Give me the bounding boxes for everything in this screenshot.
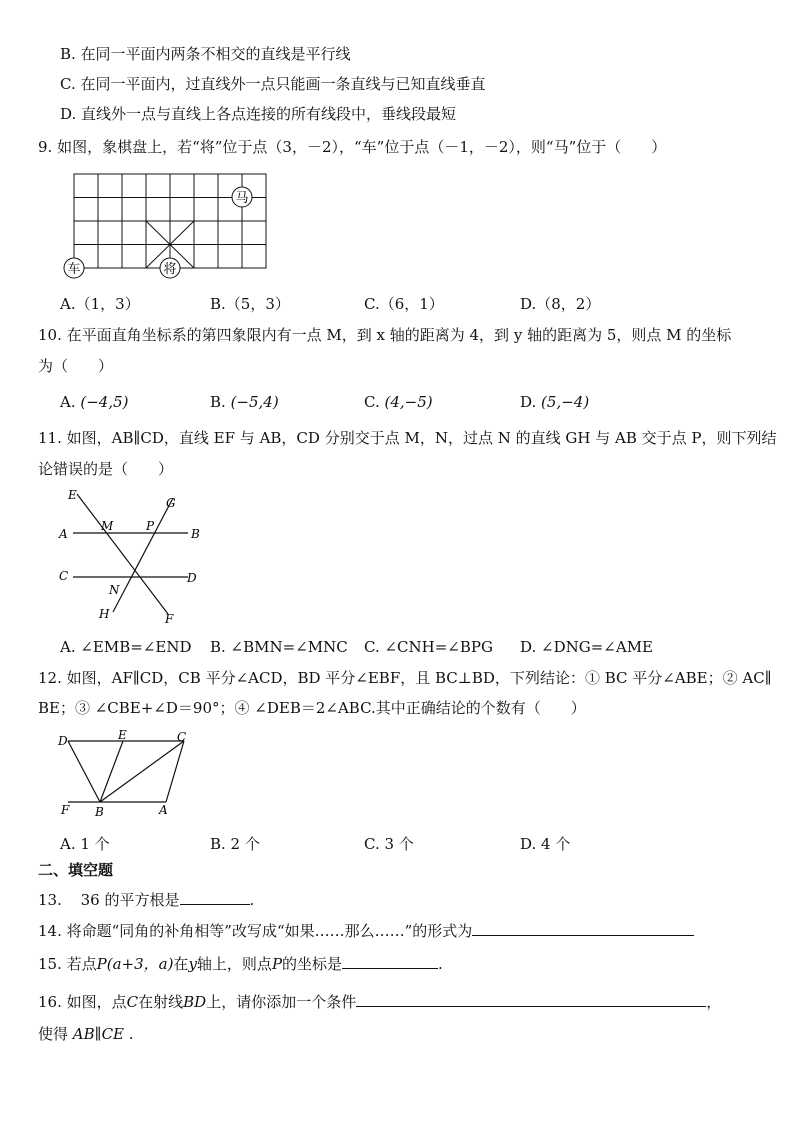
q10-option-b-letter: B. — [210, 393, 226, 411]
q16-comma: ， — [706, 993, 722, 1011]
q13-answer-blank[interactable] — [180, 888, 250, 905]
line-ef — [77, 494, 168, 614]
piece-jiang — [160, 258, 180, 278]
segment-eb — [100, 741, 123, 802]
q16-line2 — [38, 1024, 134, 1044]
q13-number: 13. — [38, 891, 62, 909]
q16-line2-pre: 使得 — [38, 1025, 69, 1043]
q10-option-a-value: (−4,5) — [80, 393, 129, 411]
q12-option-d: D. 4 个 — [520, 835, 571, 853]
label-f: F — [165, 612, 174, 626]
label-m: M — [101, 519, 114, 533]
q11-option-c: C. ∠CNH=∠BPG — [364, 638, 493, 656]
q15 — [38, 952, 443, 974]
q13-text: 36 的平方根是 — [80, 891, 180, 909]
line-gh — [113, 498, 173, 612]
piece-ma — [232, 187, 252, 207]
label-c: C — [177, 730, 187, 744]
label-e: E — [68, 488, 77, 502]
piece-ma-label: 马 — [235, 191, 249, 206]
q14-answer-blank[interactable] — [472, 919, 694, 936]
q15-end: . — [438, 955, 443, 973]
q12-stem-line2: BE；③ ∠CBE+∠D＝90°；④ ∠DEB＝2∠ABC.其中正确结论的个数有（ ） — [38, 699, 586, 717]
q14-text: 14. 将命题“同角的补角相等”改写成“如果……那么……”的形式为 — [38, 922, 473, 940]
q9-option-d: D.（8，2） — [520, 295, 601, 313]
label-n: N — [109, 583, 120, 597]
q10-option-c — [364, 392, 433, 412]
q10-option-c-value: (4,−5) — [384, 393, 433, 411]
q11-figure — [55, 486, 215, 626]
label-h: H — [99, 607, 110, 621]
q9-option-a: A.（1，3） — [60, 295, 140, 313]
q10-option-d-value: (5,−4) — [541, 393, 590, 411]
q10-option-b — [210, 392, 279, 412]
q16-point-c: C — [126, 993, 139, 1011]
q15-point: P — [96, 955, 107, 973]
segment-db — [68, 741, 100, 802]
label-b: B — [191, 527, 200, 541]
q15-post: 轴上，则点 — [196, 955, 272, 973]
q16-line1 — [38, 990, 721, 1012]
q11-option-d: D. ∠DNG=∠AME — [520, 638, 654, 656]
q8-option-d: D. 直线外一点与直线上各点连接的所有线段中，垂线段最短 — [60, 105, 457, 123]
q10-option-a — [60, 392, 129, 412]
piece-jiang-label: 将 — [163, 262, 177, 277]
q10-option-d — [520, 392, 589, 412]
q10-stem-line1: 10. 在平面直角坐标系的第四象限内有一点 M，到 x 轴的距离为 4，到 y 轴的距离为 5，则点 M 的坐标 — [38, 326, 732, 344]
q11-option-a: A. ∠EMB=∠END — [60, 638, 192, 656]
q11-option-b: B. ∠BMN=∠MNC — [210, 638, 348, 656]
q16-end: . — [128, 1025, 134, 1043]
q8-option-b: B. 在同一平面内两条不相交的直线是平行线 — [60, 45, 351, 63]
q9-option-b: B.（5，3） — [210, 295, 290, 313]
label-g: G — [166, 496, 176, 510]
q10-option-a-letter: A. — [60, 393, 76, 411]
label-c: C — [59, 569, 69, 583]
label-p: P — [146, 519, 155, 533]
q16-pre: 16. 如图，点 — [38, 993, 127, 1011]
q9-stem: 9. 如图，象棋盘上，若“将”位于点（3，－2），“车”位于点（－1，－2），则“马”位于（ ） — [38, 138, 667, 156]
label-e: E — [118, 728, 127, 742]
section-title: 二、填空题 — [38, 861, 114, 879]
q13-end: . — [249, 891, 255, 909]
q16-ray: BD — [183, 993, 207, 1011]
q14 — [38, 919, 694, 941]
q16-post: 上，请你添加一个条件 — [206, 993, 357, 1011]
label-d: D — [187, 571, 197, 585]
piece-che — [64, 258, 84, 278]
label-d: D — [58, 734, 68, 748]
q12-option-b: B. 2 个 — [210, 835, 260, 853]
q12-figure — [55, 728, 195, 820]
q11-stem-line2: 论错误的是（ ） — [38, 460, 174, 478]
q10-option-c-letter: C. — [364, 393, 380, 411]
q15-point2: P — [271, 955, 283, 973]
q10-option-d-letter: D. — [520, 393, 537, 411]
q16-expr: AB∥CE — [72, 1025, 125, 1043]
q15-post2: 的坐标是 — [282, 955, 343, 973]
q11-stem-line1: 11. 如图，AB∥CD，直线 EF 与 AB，CD 分别交于点 M，N，过点 N 的直线 GH 与 AB 交于点 P，则下列结 — [38, 429, 777, 447]
label-a: A — [59, 527, 68, 541]
q12-stem-line1: 12. 如图，AF∥CD，CB 平分∠ACD，BD 平分∠EBF，且 BC⊥BD，下列结论：① BC 平分∠ABE；② AC∥ — [38, 669, 772, 687]
q8-option-c: C. 在同一平面内，过直线外一点只能画一条直线与已知直线垂直 — [60, 75, 486, 93]
q15-mid: 在 — [173, 955, 189, 973]
q13 — [38, 888, 254, 910]
q9-option-c: C.（6，1） — [364, 295, 444, 313]
segment-cb — [100, 741, 184, 802]
q15-answer-blank[interactable] — [342, 952, 438, 969]
label-b: B — [95, 805, 104, 819]
q15-axis: y — [188, 955, 197, 973]
q10-option-b-value: (−5,4) — [230, 393, 279, 411]
q16-mid: 在射线 — [138, 993, 184, 1011]
q15-coords: (a+3，a) — [106, 955, 174, 973]
segment-ca — [166, 741, 184, 802]
label-f: F — [61, 803, 70, 817]
label-a: A — [159, 803, 168, 817]
chessboard-figure — [58, 168, 278, 280]
piece-che-label: 车 — [67, 262, 81, 277]
q12-option-a: A. 1 个 — [60, 835, 110, 853]
q16-answer-blank[interactable] — [356, 990, 706, 1007]
q15-pre: 15. 若点 — [38, 955, 97, 973]
q10-stem-line2: 为（ ） — [38, 357, 114, 375]
q12-option-c: C. 3 个 — [364, 835, 414, 853]
